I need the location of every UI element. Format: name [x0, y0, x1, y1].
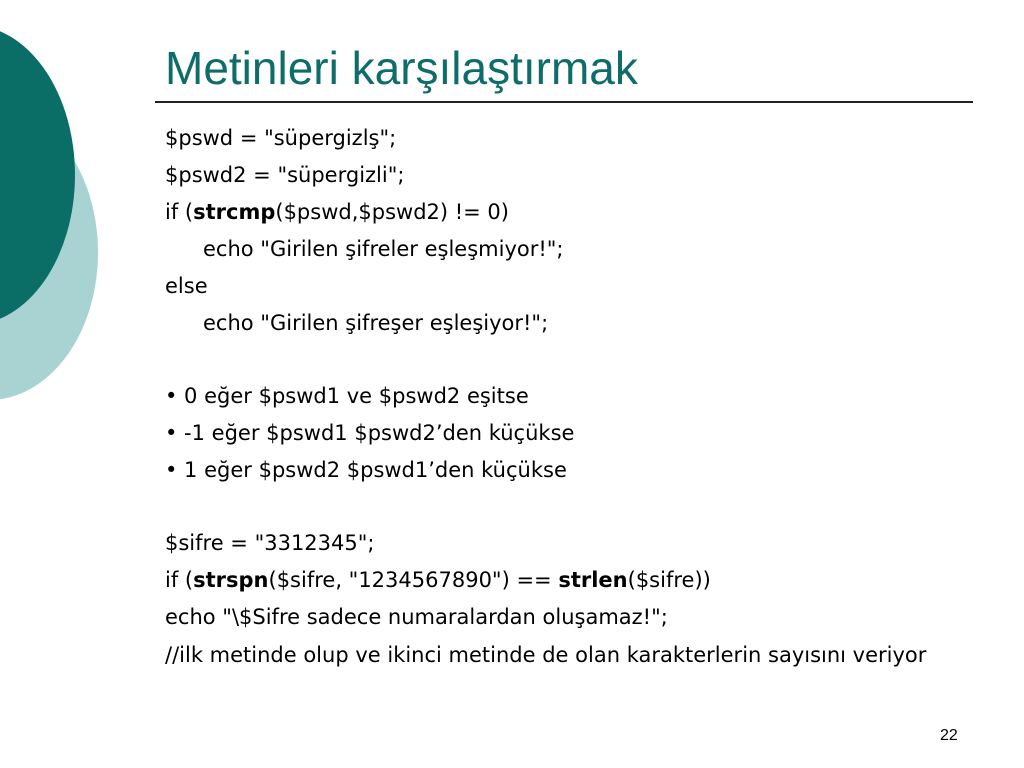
title-divider: [155, 101, 973, 103]
code-comment: //ilk metinde olup ve ikinci metinde de olan karakterlerin sayısını veriyor: [165, 643, 927, 667]
function-name: strcmp: [193, 200, 276, 224]
function-name: strlen: [558, 568, 628, 592]
bullet-item: • -1 eğer $pswd1 $pswd2’den küçükse: [165, 421, 575, 445]
code-line: echo "Girilen şifreşer eşleşiyor!";: [203, 311, 549, 335]
code-text: ($sifre)): [627, 568, 711, 592]
code-line: echo "Girilen şifreler eşleşmiyor!";: [203, 237, 564, 261]
code-text: if (: [165, 568, 194, 592]
code-line: $pswd2 = "süpergizli";: [165, 163, 405, 187]
bullet-item: • 1 eğer $pswd2 $pswd1’den küçükse: [165, 458, 567, 482]
function-name: strspn: [193, 568, 269, 592]
slide-title: Metinleri karşılaştırmak: [165, 42, 638, 94]
code-line: echo "\$Sifre sadece numaralardan oluşamaz!";: [165, 605, 668, 629]
slide-body: [165, 125, 975, 669]
code-text: if (: [165, 200, 194, 224]
code-text: ($pswd,$pswd2) != 0): [275, 200, 509, 224]
code-line: else: [165, 274, 208, 298]
page-number: 22: [940, 727, 958, 744]
code-line: $sifre = "3312345";: [165, 531, 375, 555]
bullet-item: • 0 eğer $pswd1 ve $pswd2 eşitse: [165, 384, 529, 408]
code-line: $pswd = "süpergizlş";: [165, 126, 397, 150]
code-line: [165, 199, 975, 236]
code-text: ($sifre, "1234567890") ==: [268, 568, 559, 592]
code-line: [165, 567, 975, 604]
spacer: [165, 347, 975, 383]
spacer: [165, 494, 975, 530]
